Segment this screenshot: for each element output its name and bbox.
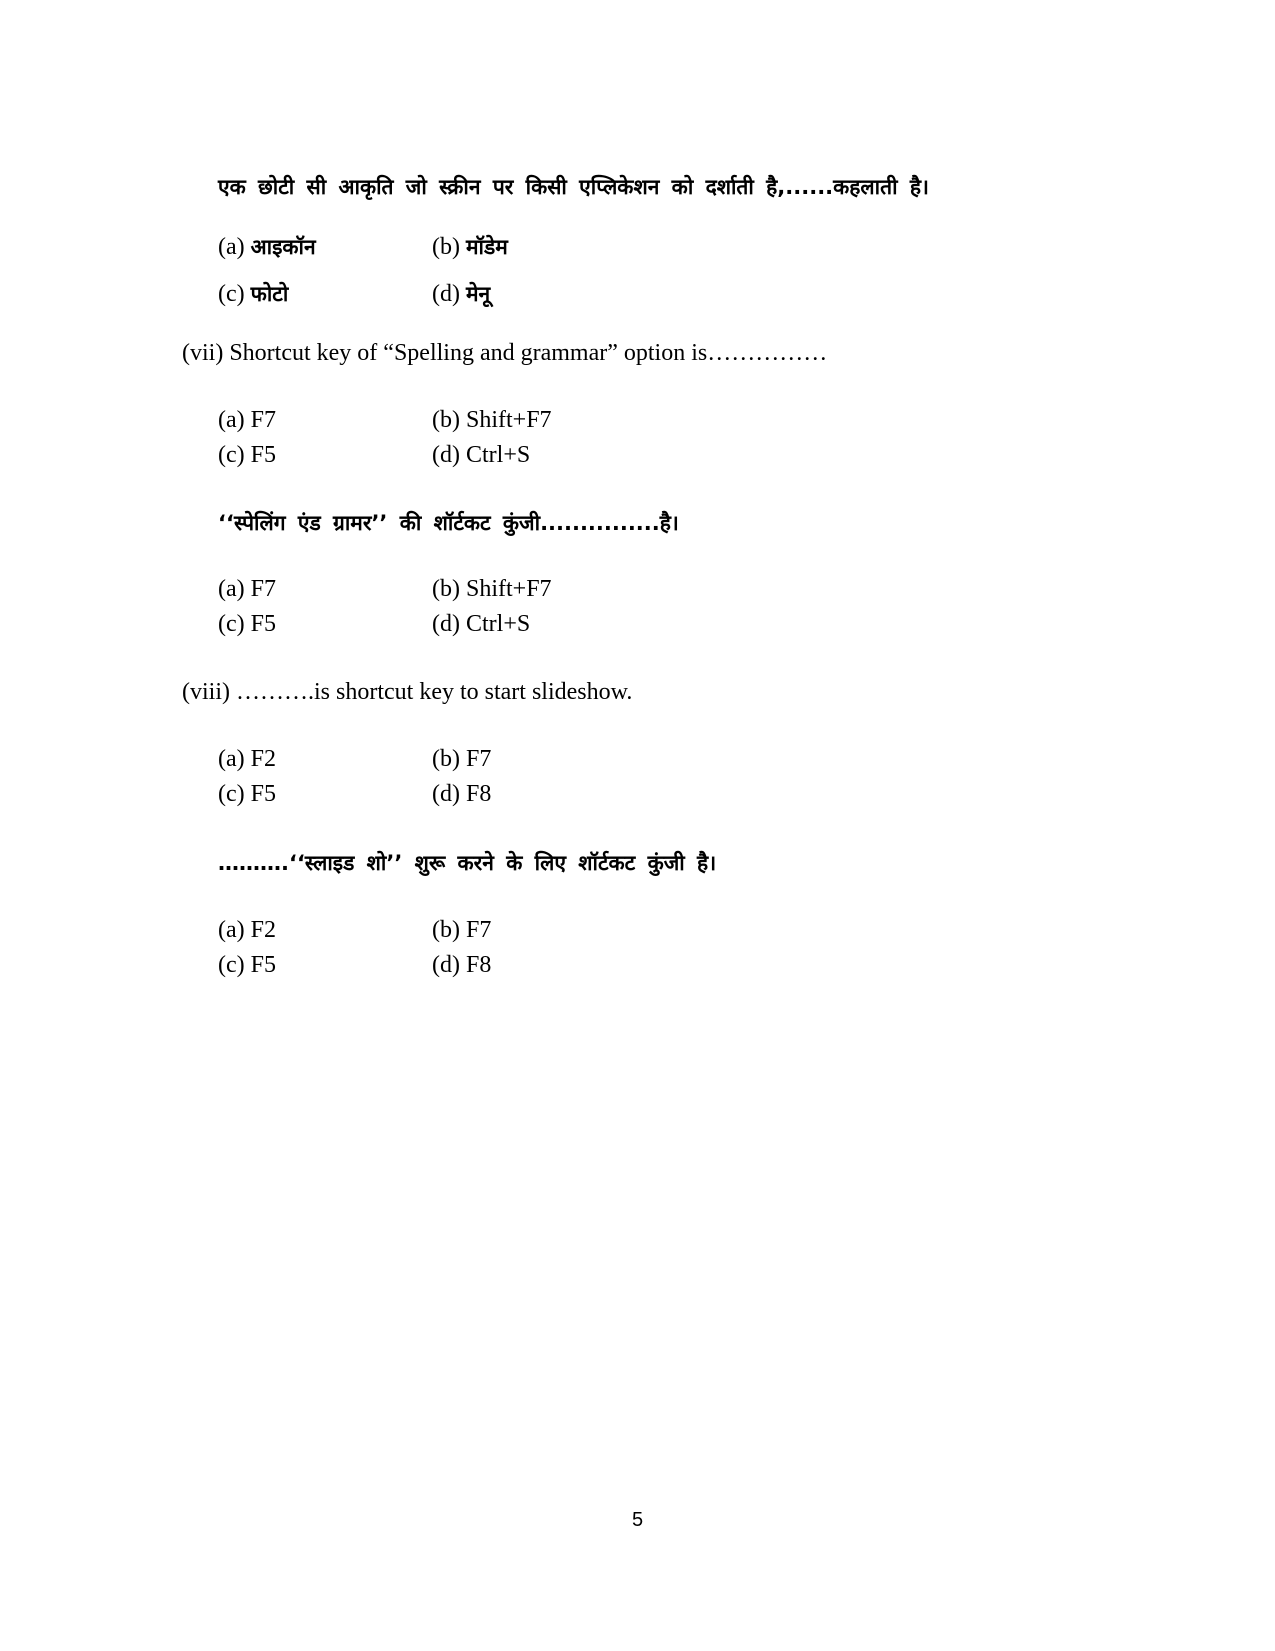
option-d: (d) F8 [432,781,492,807]
question-6-hindi: एक छोटी सी आकृति जो स्क्रीन पर किसी एप्लिकेशन को दर्शाती है,......कहलाती है। [218,175,929,199]
question-8-hindi: ……….‘‘स्लाइड शो’’ शुरू करने के लिए शॉर्टकट कुंजी है। [218,851,717,875]
option-text: मेनू [465,282,491,306]
option-label: (d) [432,281,460,307]
option-a [218,232,316,262]
option-c: (c) F5 [218,442,276,468]
option-b: (b) Shift+F7 [432,576,552,602]
option-d [432,279,490,309]
option-c: (c) F5 [218,952,276,978]
question-8: (viii) ……….is shortcut key to start slideshow. [182,679,633,705]
option-a: (a) F7 [218,407,276,433]
option-a: (a) F2 [218,917,276,943]
option-a: (a) F2 [218,746,276,772]
option-a: (a) F7 [218,576,276,602]
option-text: फोटो [250,282,289,306]
question-7: (vii) Shortcut key of “Spelling and grammar” option is…………… [182,340,828,366]
option-c [218,279,288,309]
option-text: मॉडेम [465,235,508,259]
option-text: आइकॉन [250,235,316,259]
option-d: (d) Ctrl+S [432,442,531,468]
option-b: (b) Shift+F7 [432,407,552,433]
option-label: (b) [432,234,460,260]
option-label: (c) [218,281,245,307]
option-d: (d) F8 [432,952,492,978]
option-c: (c) F5 [218,781,276,807]
option-b: (b) F7 [432,746,492,772]
option-c: (c) F5 [218,611,276,637]
page-number: 5 [631,1509,644,1531]
option-b [432,232,508,262]
option-label: (a) [218,234,245,260]
question-7-hindi: ‘‘स्पेलिंग एंड ग्रामर’’ की शॉर्टकट कुंजी...............है। [218,511,679,535]
option-b: (b) F7 [432,917,492,943]
option-d: (d) Ctrl+S [432,611,531,637]
